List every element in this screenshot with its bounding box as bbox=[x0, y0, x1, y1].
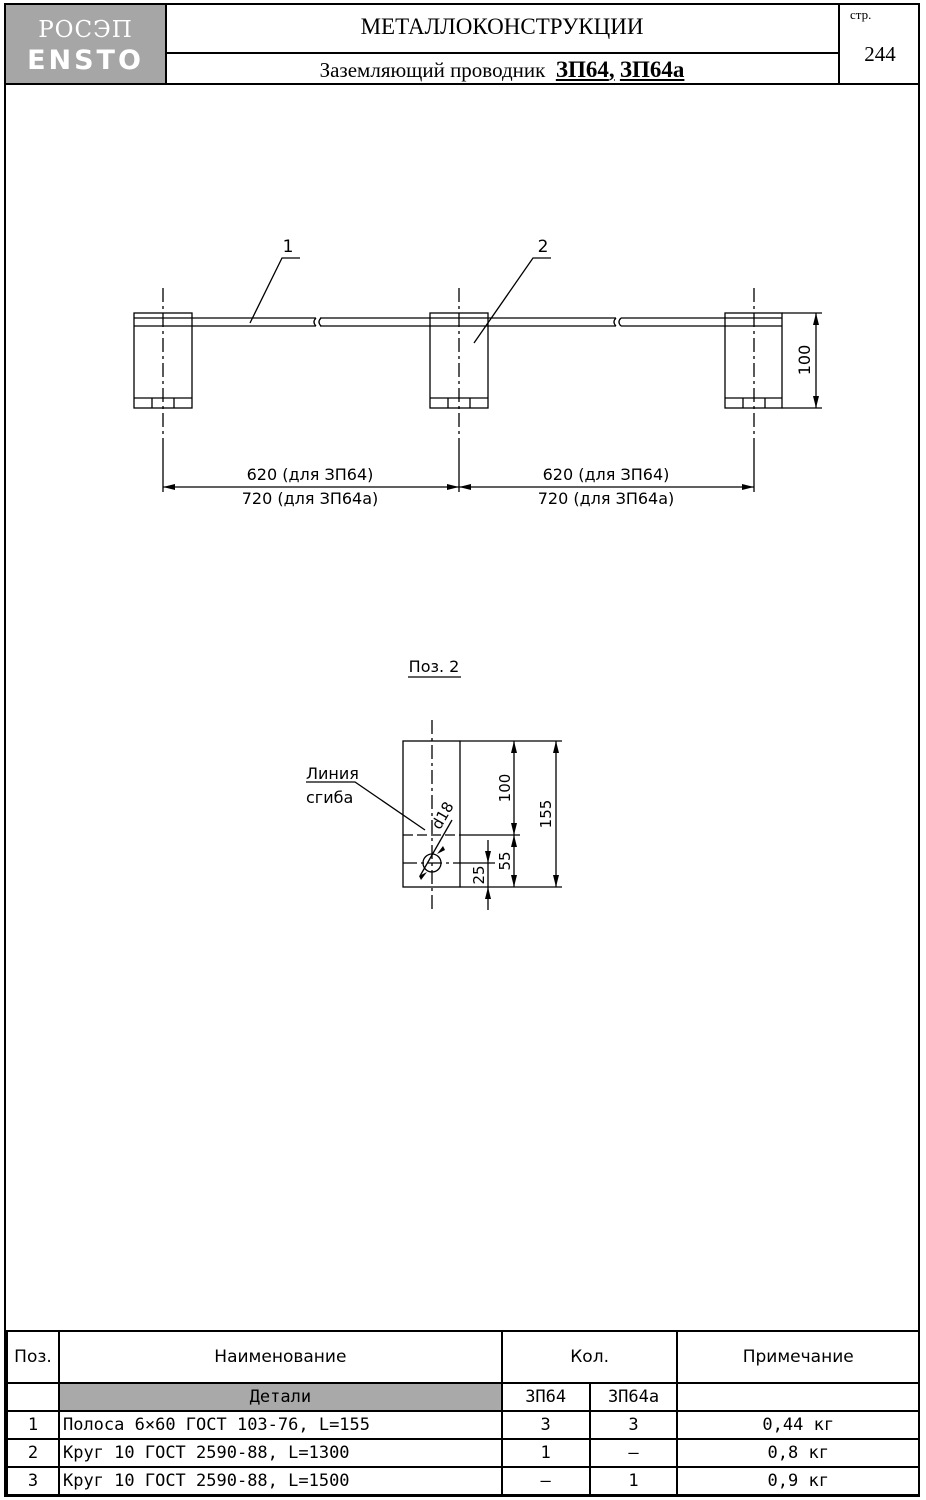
dim-100-text: 100 bbox=[496, 773, 514, 803]
table-row bbox=[7, 1439, 919, 1467]
table-row bbox=[7, 1411, 919, 1439]
header-pos: Поз. bbox=[7, 1331, 59, 1383]
table-section-row bbox=[7, 1383, 919, 1411]
product-code-2: ЗП64а bbox=[619, 57, 685, 82]
span2-dimension-line2: 720 (для ЗП64а) bbox=[537, 489, 675, 508]
row-qty-1: 3 bbox=[502, 1411, 590, 1439]
height-dimension-text: 100 bbox=[795, 344, 814, 376]
row-pos: 2 bbox=[7, 1439, 59, 1467]
row-pos: 3 bbox=[7, 1467, 59, 1495]
page-number: 244 bbox=[864, 42, 896, 66]
leader-label-2: 2 bbox=[537, 237, 549, 257]
rod-segment bbox=[320, 318, 616, 326]
leader-line-1 bbox=[250, 258, 300, 323]
header-name: Наименование bbox=[59, 1331, 502, 1383]
qty-col-2: ЗП64а bbox=[590, 1383, 678, 1411]
header-note: Примечание bbox=[677, 1331, 919, 1383]
leader-label-1: 1 bbox=[282, 237, 294, 257]
row-pos: 1 bbox=[7, 1411, 59, 1439]
row-note: 0,44 кг bbox=[677, 1411, 919, 1439]
dim-55-text: 55 bbox=[496, 851, 514, 871]
header-qty: Кол. bbox=[502, 1331, 678, 1383]
row-note: 0,9 кг bbox=[677, 1467, 919, 1495]
dim-25-text: 25 bbox=[470, 865, 488, 885]
span2-dimension-line1: 620 (для ЗП64) bbox=[542, 465, 670, 484]
leader-line-2 bbox=[474, 258, 551, 343]
row-name: Полоса 6×60 ГОСТ 103-76, L=155 bbox=[59, 1411, 502, 1439]
span1-dimension-line2: 720 (для ЗП64а) bbox=[241, 489, 379, 508]
subtitle-text: Заземляющий проводник bbox=[319, 58, 546, 82]
specification-table bbox=[6, 1330, 920, 1496]
bend-label-line1: Линия bbox=[306, 764, 359, 783]
rod-segment bbox=[134, 318, 316, 326]
row-name: Круг 10 ГОСТ 2590-88, L=1500 bbox=[59, 1467, 502, 1495]
rod-segment bbox=[621, 318, 782, 326]
table-header-row bbox=[7, 1331, 919, 1383]
break-marks bbox=[314, 318, 621, 326]
row-name: Круг 10 ГОСТ 2590-88, L=1300 bbox=[59, 1439, 502, 1467]
product-code-separator: , bbox=[608, 57, 615, 82]
row-qty-1: – bbox=[502, 1467, 590, 1495]
bend-label-line2: сгиба bbox=[306, 788, 354, 807]
detail-title: Поз. 2 bbox=[408, 657, 460, 676]
logo-text-top: РОСЭП bbox=[38, 17, 133, 43]
hole-dimension-text: d18 bbox=[427, 798, 458, 833]
dim-155-text: 155 bbox=[537, 799, 555, 829]
logo-text-bottom: ENSTO bbox=[27, 45, 144, 76]
row-qty-2: – bbox=[590, 1439, 678, 1467]
product-code-1: ЗП64 bbox=[555, 57, 609, 82]
row-qty-2: 1 bbox=[590, 1467, 678, 1495]
row-qty-2: 3 bbox=[590, 1411, 678, 1439]
section-label: Детали bbox=[59, 1383, 502, 1411]
row-note: 0,8 кг bbox=[677, 1439, 919, 1467]
document-title: МЕТАЛЛОКОНСТРУКЦИИ bbox=[360, 14, 644, 39]
row-qty-1: 1 bbox=[502, 1439, 590, 1467]
table-row bbox=[7, 1467, 919, 1495]
qty-col-1: ЗП64 bbox=[502, 1383, 590, 1411]
page-label: стр. bbox=[850, 7, 872, 22]
span1-dimension-line1: 620 (для ЗП64) bbox=[246, 465, 374, 484]
